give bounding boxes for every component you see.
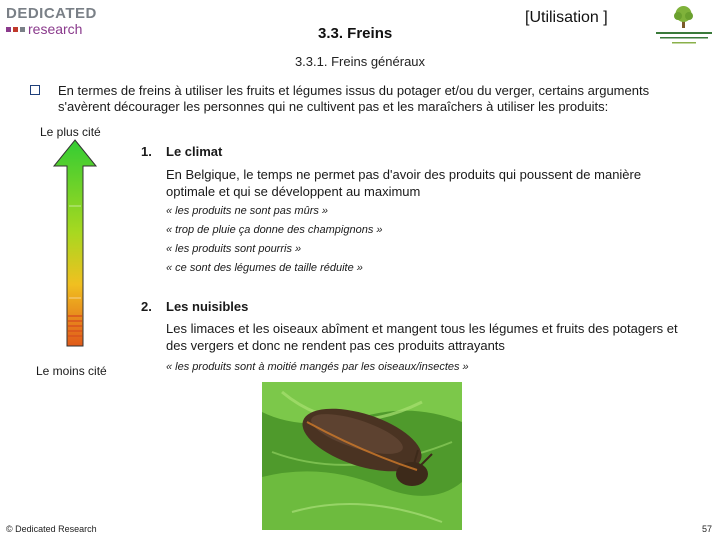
- quote: « trop de pluie ça donne des champignons »: [166, 224, 383, 236]
- subsection-title: 3.3.1. Freins généraux: [294, 54, 426, 69]
- logo-line2: research: [28, 21, 83, 37]
- logo-line1: DEDICATED: [6, 5, 97, 22]
- category-label: [Utilisation ]: [525, 9, 608, 26]
- slug-photo: [262, 382, 462, 530]
- item-2-quotes: [166, 358, 469, 377]
- quote: « les produits sont pourris »: [166, 243, 302, 255]
- quote: « les produits sont à moitié mangés par les oiseaux/insectes »: [166, 361, 469, 373]
- tree-logo-icon: [652, 4, 716, 48]
- checkbox-bullet-icon: [30, 85, 40, 95]
- item-2-number: 2.: [141, 299, 152, 314]
- quote: « les produits ne sont pas mûrs »: [166, 205, 329, 217]
- item-2-text: Les limaces et les oiseaux abîment et mangent tous les légumes et fruits des potagers et des vergers et donc ne rendent pas ces produits attrayants: [166, 321, 678, 353]
- item-1-title: Le climat: [166, 144, 223, 159]
- quote: « ce sont des légumes de taille réduite »: [166, 262, 363, 274]
- item-1-number: 1.: [141, 144, 152, 159]
- item-1-quotes: [166, 202, 383, 278]
- section-title: 3.3. Freins: [318, 25, 393, 42]
- intro-text: En termes de freins à utiliser les fruits et légumes issus du potager et/ou du verger, certains arguments s'avèrent décourager les personnes qui ne cultivent pas et les maraîchers à utiliser les produits:: [58, 83, 650, 114]
- copyright-text: © Dedicated Research: [6, 524, 97, 534]
- item-1-text: En Belgique, le temps ne permet pas d'avoir des produits qui poussent de manière optimale et qui se développent au maximum: [166, 167, 642, 199]
- dedicated-research-logo: [6, 6, 98, 36]
- logo-squares-icon: [6, 27, 25, 32]
- scale-top-label: Le plus cité: [40, 125, 101, 139]
- page-number: 57: [701, 524, 712, 534]
- scale-ticks-icon: [68, 314, 82, 340]
- scale-bottom-label: Le moins cité: [36, 364, 107, 378]
- item-2-title: Les nuisibles: [166, 299, 249, 314]
